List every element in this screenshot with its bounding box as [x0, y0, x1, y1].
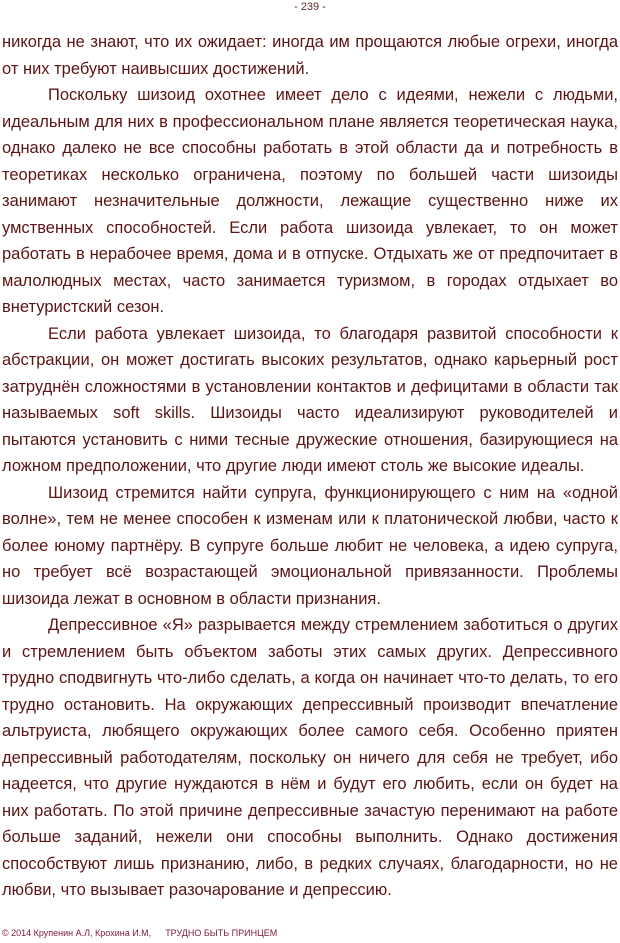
paragraph-1: никогда не знают, что их ожидает: иногда им прощаются любые огрехи, иногда от них требуют наивысших достижений.: [2, 33, 618, 78]
paragraph-3: Если работа увлекает шизоида, то благодаря развитой способности к абстракции, он может достигать высоких результатов, однако карьерный рост затруднён сложностями в установлении контактов и дефицитами в области так называемых soft skills. Шизоиды часто идеализируют руководителей и пытаются установить с ними тесные дружеские отношения, базирующиеся на ложном предположении, что другие люди имеют столь же высокие идеалы.: [2, 324, 618, 475]
paragraph-5: Депрессивное «Я» разрывается между стремлением заботиться о других и стремлением быть объектом заботы этих самых других. Депрессивного трудно сподвигнуть что-либо сделать, а когда он начинает что-то делать, то его трудно остановить. На окружающих депрессивный производит впечатление альтруиста, любящего окружающих более самого себя. Особенно приятен депрессивный работодателям, поскольку он ничего для себя не требует, ибо надеется, что другие нуждаются в нём и будут его любить, если он будет на них работать. По этой причине депрессивные зачастую перенимают на работе больше заданий, нежели они способны выполнить. Однако достижения способствуют лишь признанию, либо, в редких случаях, благодарности, но не любви, что вызывает разочарование и депрессию.: [2, 616, 618, 899]
paragraph-4: Шизоид стремится найти супруга, функционирующего с ним на «одной волне», тем не менее способен к изменам или к платонической любви, часто к более юному партнёру. В супруге больше любит не человека, а идею супруга, но требует всё возрастающей эмоциональной привязанности. Проблемы шизоида лежат в основном в области признания.: [2, 483, 618, 608]
body-text: [2, 29, 618, 904]
footer-book-title: ТРУДНО БЫТЬ ПРИНЦЕМ: [165, 928, 278, 938]
page-footer: [2, 928, 277, 939]
paragraph-2: Поскольку шизоид охотнее имеет дело с идеями, нежели с людьми, идеальным для них в профессиональном плане является теоретическая наука, однако далеко не все способны работать в этой области да и потребность в теоретиках несколько ограничена, поэтому по большей части шизоиды занимают незначительные должности, лежащие существенно ниже их умственных способностей. Если работа шизоида увлекает, то он может работать в нерабочее время, дома и в отпуске. Отдыхать же от предпочитает в малолюдных местах, часто занимается туризмом, в городах отдыхает во внетуристский сезон.: [2, 86, 618, 316]
footer-copyright: © 2014 Крупенин А.Л, Крохина И.М,: [2, 928, 152, 938]
page-number: - 239 -: [294, 1, 326, 13]
